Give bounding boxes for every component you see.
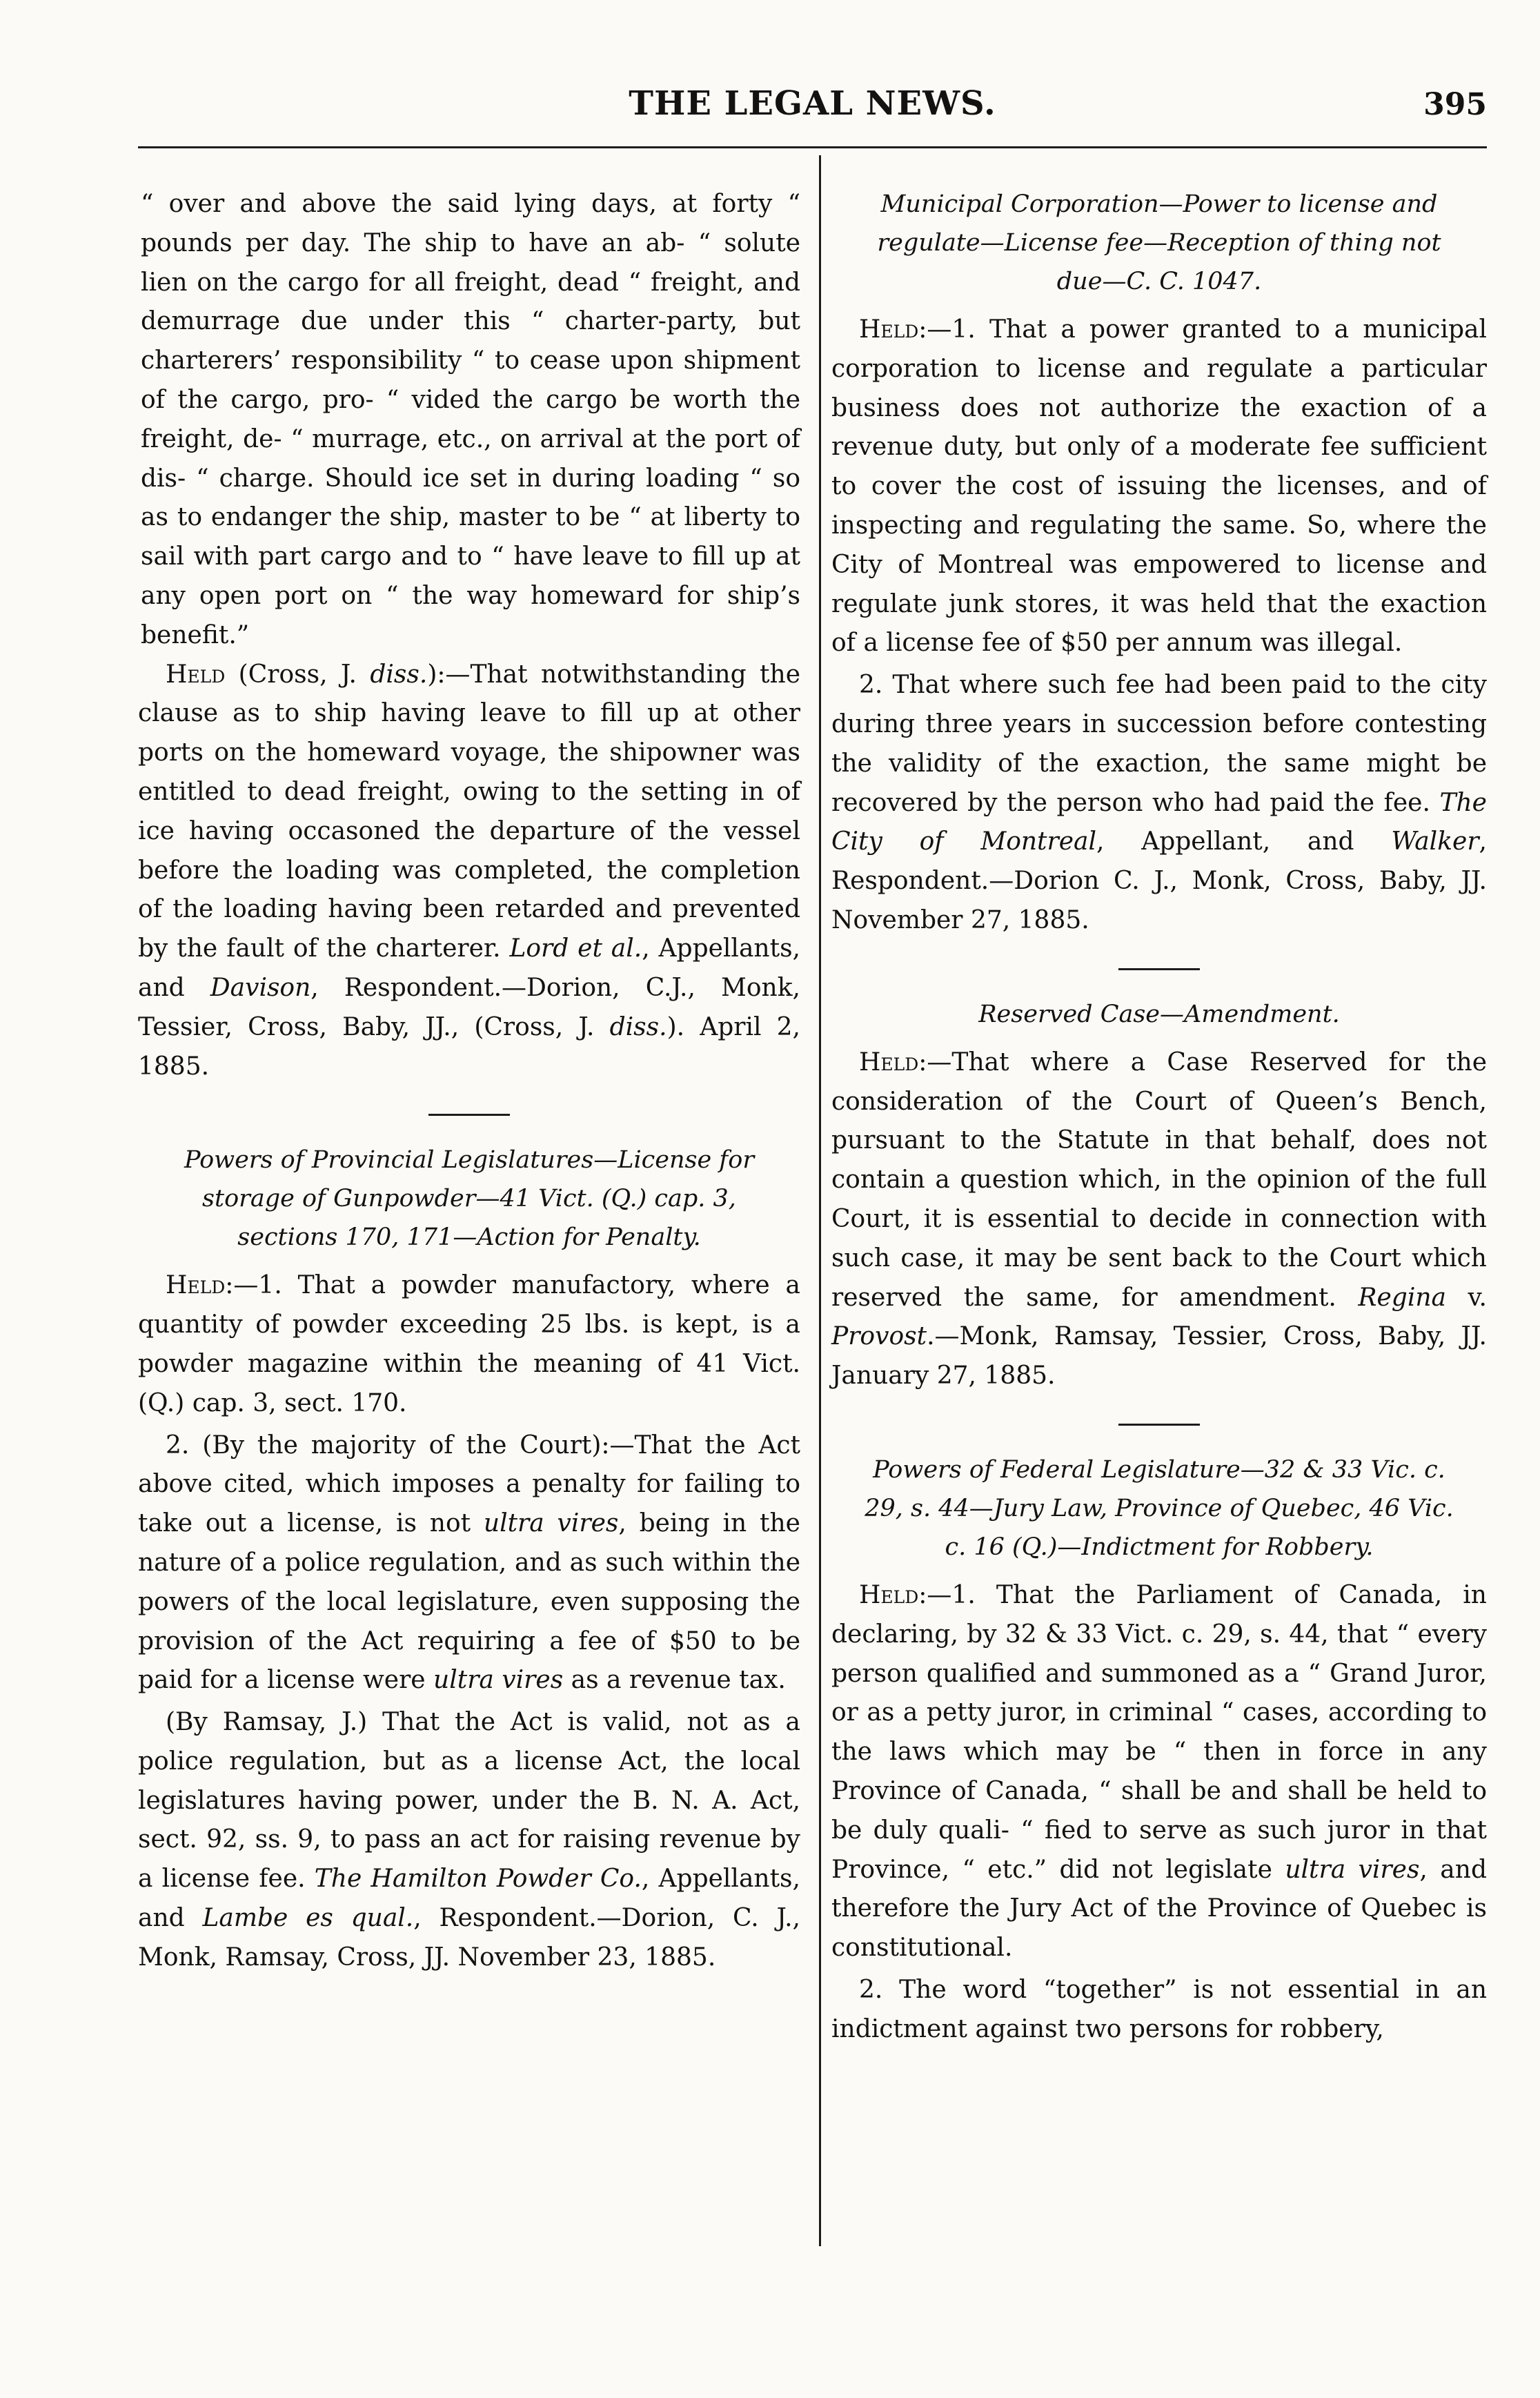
held-text: , Appellants, and [138, 1865, 800, 1933]
charter-party-quote [138, 185, 800, 656]
held-paragraph [831, 666, 1487, 941]
held-paragraph: 2. The word “together” is not essential in an indictment against two persons for robbery, [831, 1975, 1487, 2043]
held-text: ):—That notwithstanding the clause as to ship having leave to fill up at other ports on the homeward voyage, the shipowner was entitled to dead freight, owing to the setting in of ice having occasoned the departure of the vessel before the loading was completed, the completion of the loading having been retarded and prevented by the fault of the charterer. [138, 660, 800, 963]
held-paragraph [138, 1426, 800, 1701]
decision-date: ). April 2, 1885. [138, 1012, 800, 1081]
right-column [831, 185, 1487, 2049]
left-column [138, 185, 800, 1978]
running-title: THE LEGAL NEWS. [629, 84, 996, 123]
case-party: Lambe es qual. [202, 1904, 414, 1933]
section-separator [428, 1114, 510, 1116]
held-paragraph [138, 1266, 800, 1423]
held-text: , Respondent.—Dorion, C.J., Monk, Tessier, Cross, Baby, JJ., (Cross, J. [138, 973, 800, 1041]
held-label: Held [859, 1580, 919, 1609]
held-text: :—1. That the Parliament of Canada, in declaring, by 32 & 33 Vict. c. 29, s. 44, that “ every person qualified and summoned as a “ Grand Juror, or as a petty juror, in criminal “ cases, according to the laws which may be “ then in force in any Province of Canada, “ shall be and shall be held to be duly quali- “ fied to serve as such juror in that Province, “ etc.” did not legislate [831, 1580, 1487, 1884]
header-rule [138, 146, 1487, 148]
held-paragraph [831, 1576, 1487, 1968]
case-party: The City of Montreal [831, 788, 1487, 856]
held-text: , Respondent.—Dorion C. J., Monk, Cross, Baby, JJ. November 27, 1885. [831, 827, 1487, 934]
section-heading: Municipal Corporation—Power to license and regulate—License fee—Reception of thing not due—C. C. 1047. [877, 190, 1441, 295]
held-text: v. [1445, 1283, 1487, 1312]
page-number: 395 [1423, 87, 1487, 122]
case-party: The Hamilton Powder Co. [314, 1865, 642, 1894]
latin-term: ultra vires [1285, 1855, 1420, 1884]
held-text: :—1. That a power granted to a municipal corporation to license and regulate a particular business does not authorize the exaction of a revenue duty, but only of a moderate fee sufficient to cover the cost of issuing the licenses, and of inspecting and regulating the same. So, where the City of Montreal was empowered to license and regulate junk stores, it was held that the exaction of a license fee of $50 per annum was illegal. [831, 315, 1487, 658]
held-text: , being in the nature of a police regulation, and as such within the powers of the local legislature, even supposing the provision of the Act requiring a fee of $50 to be paid for a license were [138, 1509, 800, 1695]
held-text: :—1. That a powder manufactory, where a quantity of powder exceeding 25 lbs. is kept, is a powder magazine within the meaning of 41 Vict. (Q.) cap. 3, sect. 170. [138, 1271, 800, 1417]
held-text: , and therefore the Jury Act of the Province of Quebec is constitutional. [831, 1855, 1487, 1963]
latin-term: ultra vires [433, 1666, 564, 1695]
held-paragraph [831, 311, 1487, 663]
page-header [138, 69, 1487, 145]
held-text: :—That where a Case Reserved for the consideration of the Court of Queen’s Bench, pursuant to the Statute in that behalf, does not contain a question which, in the opinion of the full Court, it is essential to decide in connection with such case, it may be sent back to the Court which reserved the same, for amendment. [831, 1048, 1487, 1312]
held-label: Held [166, 660, 226, 689]
held-text: , Appellant, and [1096, 827, 1392, 856]
section-separator [1118, 1424, 1200, 1426]
held-label: Held [859, 315, 919, 344]
dissent-marker: diss. [370, 660, 428, 689]
dissent-marker: diss. [609, 1012, 667, 1041]
held-text: (Cross, J. [225, 660, 371, 689]
latin-term: ultra vires [483, 1509, 619, 1538]
held-paragraph [138, 1703, 800, 1978]
case-party: Regina [1358, 1283, 1446, 1312]
held-paragraph [831, 1043, 1487, 1396]
held-text: , Respondent.—Dorion, C. J., Monk, Ramsay, Cross, JJ. November 23, 1885. [138, 1904, 800, 1972]
case-party: Lord et al. [509, 934, 642, 963]
held-text: , Appellants, and [138, 934, 800, 1002]
held-text: 2. That where such fee had been paid to the city during three years in succession before contesting the validity of the exaction, the same might be recovered by the person who had paid the fee. [831, 671, 1487, 817]
case-party: Walker [1391, 827, 1479, 856]
case-party: Provost [831, 1322, 927, 1351]
section-heading: Powers of Provincial Legislatures—License for storage of Gunpowder—41 Vict. (Q.) cap. 3, sections 170, 171—Action for Penalty. [184, 1146, 755, 1252]
held-text: .—Monk, Ramsay, Tessier, Cross, Baby, JJ. January 27, 1885. [831, 1322, 1487, 1390]
held-text: as a revenue tax. [563, 1666, 786, 1695]
section-separator [1118, 968, 1200, 970]
case-party: Davison [210, 973, 311, 1002]
held-label: Held [859, 1048, 919, 1077]
section-heading: Reserved Case—Amendment. [978, 1000, 1340, 1028]
held-label: Held [166, 1271, 226, 1300]
section-heading: Powers of Federal Legislature—32 & 33 Vic. c. 29, s. 44—Jury Law, Province of Quebec, 46 Vic. c. 16 (Q.)—Indictment for Robbery. [865, 1455, 1454, 1561]
held-paragraph [138, 656, 800, 1087]
quote-text: “ over and above the said lying days, at forty “ pounds per day. The ship to have an ab- “ solute lien on the cargo for all freight, dead “ freight, and demurrage due under this “ charter-party, but charterers’ responsibility “ to cease upon shipment of the cargo, pro- “ vided the cargo be worth the freight, de- “ murrage, etc., on arrival at the port of dis- “ charge. Should ice set in during loading “ so as to endanger the ship, master to be “ at liberty to sail with part cargo and to “ have leave to fill up at any open port on “ the way homeward for ship’s benefit.” [141, 190, 800, 649]
column-divider [819, 155, 821, 2246]
held-text: 2. (By the majority of the Court):—That the Act above cited, which imposes a penalty for failing to take out a license, is not [138, 1431, 800, 1538]
held-text: (By Ramsay, J.) That the Act is valid, not as a police regulation, but as a license Act, the local legislatures having power, under the B. N. A. Act, sect. 92, ss. 9, to pass an act for raising revenue by a license fee. [138, 1708, 800, 1894]
